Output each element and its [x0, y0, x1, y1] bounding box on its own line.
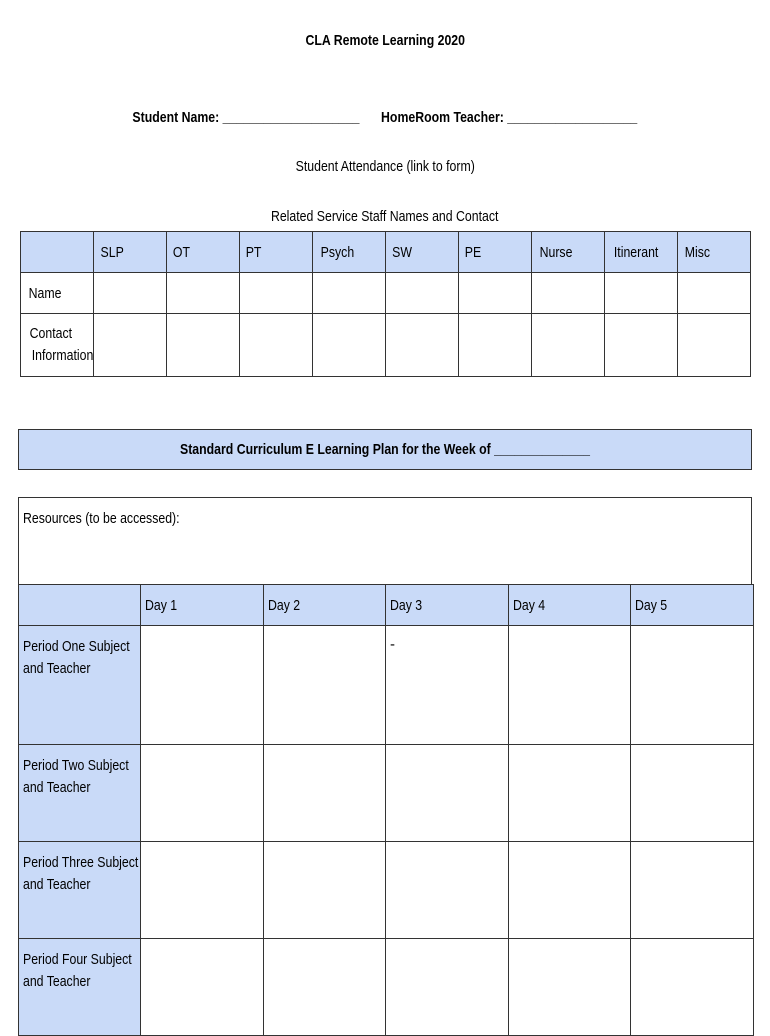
staff-cell[interactable] — [240, 273, 313, 314]
plan-cell[interactable] — [509, 745, 631, 842]
student-info-line — [0, 109, 770, 126]
day-header-2: Day 2 — [264, 585, 386, 626]
staff-cell[interactable] — [313, 273, 386, 314]
period-row-one — [19, 626, 754, 745]
staff-cell[interactable] — [240, 314, 313, 377]
plan-cell[interactable] — [141, 842, 264, 939]
plan-cell[interactable] — [631, 939, 754, 1036]
staff-cell[interactable] — [678, 314, 751, 377]
staff-cell[interactable] — [459, 273, 532, 314]
period-label: Period Four Subject and Teacher — [19, 939, 141, 1036]
plan-cell[interactable] — [264, 626, 386, 745]
staff-cell[interactable] — [605, 314, 678, 377]
plan-cell[interactable] — [631, 745, 754, 842]
plan-cell[interactable] — [264, 745, 386, 842]
plan-cell[interactable] — [264, 939, 386, 1036]
plan-cell[interactable] — [141, 939, 264, 1036]
plan-cell[interactable] — [264, 842, 386, 939]
resources-box[interactable] — [18, 497, 752, 584]
staff-header-ot: OT — [167, 232, 240, 273]
staff-row-name — [21, 273, 751, 314]
day-header-4: Day 4 — [509, 585, 631, 626]
period-label: Period Three Subject and Teacher — [19, 842, 141, 939]
staff-cell[interactable] — [94, 314, 167, 377]
homeroom-teacher-label: HomeRoom Teacher: — [381, 109, 505, 126]
period-row-two — [19, 745, 754, 842]
plan-header-title: Standard Curriculum E Learning Plan for the Week of — [180, 441, 491, 458]
day-header-1: Day 1 — [141, 585, 264, 626]
staff-cell[interactable] — [386, 314, 459, 377]
plan-header — [18, 429, 752, 470]
staff-header-itinerant: Itinerant — [605, 232, 678, 273]
day-header-3: Day 3 — [386, 585, 509, 626]
dash-mark: - — [390, 636, 395, 653]
learning-plan-table — [18, 584, 754, 1036]
staff-header-slp: SLP — [94, 232, 167, 273]
staff-cell[interactable] — [678, 273, 751, 314]
staff-header-misc: Misc — [678, 232, 751, 273]
plan-header-corner — [19, 585, 141, 626]
plan-cell[interactable] — [386, 939, 509, 1036]
period-row-four — [19, 939, 754, 1036]
week-field[interactable]: ______________ — [494, 441, 590, 458]
staff-table-header — [21, 232, 751, 273]
plan-cell[interactable] — [386, 626, 509, 745]
plan-cell[interactable] — [141, 626, 264, 745]
staff-header-psych: Psych — [313, 232, 386, 273]
staff-row-contact — [21, 314, 751, 377]
staff-cell[interactable] — [532, 314, 605, 377]
staff-cell[interactable] — [167, 273, 240, 314]
plan-table-header — [19, 585, 754, 626]
staff-cell[interactable] — [313, 314, 386, 377]
staff-header-sw: SW — [386, 232, 459, 273]
staff-row-label: Name — [21, 273, 94, 314]
resources-label: Resources (to be accessed): — [23, 510, 180, 527]
plan-cell[interactable] — [509, 626, 631, 745]
plan-cell[interactable] — [631, 842, 754, 939]
staff-row-label: Contact Information — [21, 314, 94, 377]
plan-cell[interactable] — [509, 842, 631, 939]
plan-cell[interactable] — [386, 745, 509, 842]
attendance-link[interactable]: Student Attendance (link to form) — [295, 158, 475, 175]
staff-cell[interactable] — [532, 273, 605, 314]
staff-header-nurse: Nurse — [532, 232, 605, 273]
period-label: Period Two Subject and Teacher — [19, 745, 141, 842]
plan-cell[interactable] — [386, 842, 509, 939]
student-name-field[interactable]: ____________________ — [222, 109, 360, 126]
page-title: CLA Remote Learning 2020 — [305, 32, 465, 49]
staff-header-cell — [21, 232, 94, 273]
staff-cell[interactable] — [459, 314, 532, 377]
plan-cell[interactable] — [509, 939, 631, 1036]
related-service-table — [20, 231, 751, 377]
plan-cell[interactable] — [141, 745, 264, 842]
day-header-5: Day 5 — [631, 585, 754, 626]
period-label: Period One Subject and Teacher — [19, 626, 141, 745]
period-row-three — [19, 842, 754, 939]
staff-cell[interactable] — [386, 273, 459, 314]
staff-cell[interactable] — [605, 273, 678, 314]
plan-cell[interactable] — [631, 626, 754, 745]
student-name-label: Student Name: — [132, 109, 220, 126]
related-service-heading: Related Service Staff Names and Contact — [271, 208, 499, 225]
staff-header-pe: PE — [459, 232, 532, 273]
staff-header-pt: PT — [240, 232, 313, 273]
staff-cell[interactable] — [94, 273, 167, 314]
homeroom-teacher-field[interactable]: ___________________ — [507, 109, 638, 126]
staff-cell[interactable] — [167, 314, 240, 377]
